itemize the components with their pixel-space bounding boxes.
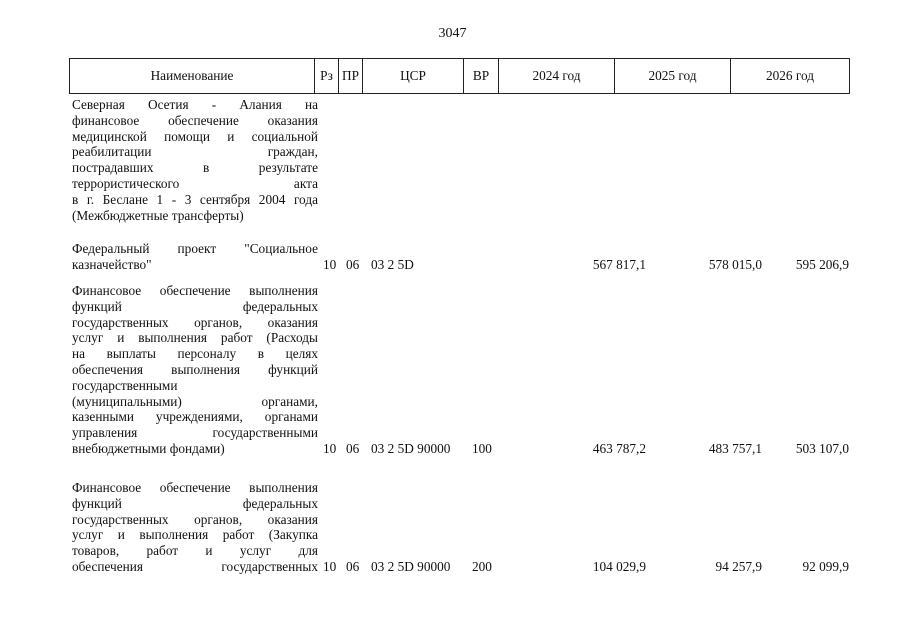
name-line: (муниципальными) органами, [72,393,318,409]
row-name [72,480,318,575]
name-line: товаров, работ и услуг для [72,543,318,559]
name-line: Финансовое обеспечение выполнения [72,283,318,298]
cell-2026: 595 206,9 [795,256,849,272]
header-pr: ПР [339,59,363,93]
header-2026: 2026 год [765,68,815,83]
cell-2025: 483 757,1 [708,441,762,456]
cell-csr: 03 2 5D 90000 [371,441,451,456]
name-line: обеспечения государственных [72,558,318,574]
header-csr: ЦСР [363,59,464,93]
cell-pr: 06 [346,559,360,574]
name-line: государственных органов, оказания [72,314,318,330]
name-line: медицинской помощи и социальной [72,128,318,144]
name-line: управления государственными [72,425,318,441]
name-line: реабилитации граждан, [72,144,318,160]
name-line: террористического акта [72,175,318,191]
name-line: функций федеральных [72,495,318,511]
cell-2025: 578 015,0 [708,256,762,272]
name-line: услуг и выполнения работ (Расходы [72,330,318,346]
name-line: казначейство" [72,256,152,272]
name-line: (Межбюджетные трансферты) [72,207,244,223]
name-line: на выплаты персоналу в целях [72,346,318,362]
cell-pr: 06 [346,441,360,456]
cell-csr: 03 2 5D [371,256,414,272]
header-2025: 2025 год [615,59,731,93]
cell-vr: 200 [472,559,492,574]
name-line: казенными учреждениями, органами [72,409,318,425]
cell-csr: 03 2 5D 90000 [371,559,451,574]
name-line: Федеральный проект "Социальное [72,241,318,256]
row-name [72,283,318,457]
table-header [69,58,850,94]
cell-vr: 100 [472,441,492,456]
page-number: 3047 [438,26,467,41]
row-name [72,241,318,273]
name-line: Северная Осетия - Алания на [72,97,318,112]
header-name: Наименование [70,59,315,93]
name-line: обеспечения выполнения функций [72,361,318,377]
name-line: в г. Беслане 1 - 3 сентября 2004 года [72,191,318,207]
cell-rz: 10 [323,441,337,456]
name-line: внебюджетными фондами) [72,440,225,456]
name-line: Финансовое обеспечение выполнения [72,480,318,495]
name-line: государственными [72,377,178,393]
row-name [72,97,318,223]
name-line: государственных органов, оказания [72,511,318,527]
cell-rz: 10 [323,559,337,574]
name-line: пострадавших в результате [72,160,318,176]
cell-2025: 94 257,9 [715,559,762,574]
cell-2024: 463 787,2 [592,441,646,456]
cell-2024: 567 817,1 [592,256,646,272]
cell-rz: 10 [323,256,337,272]
header-vr: ВР [464,59,499,93]
cell-pr: 06 [346,256,360,272]
cell-2026: 92 099,9 [802,559,849,574]
cell-2024: 104 029,9 [592,559,646,574]
name-line: финансовое обеспечение оказания [72,112,318,128]
header-2024: 2024 год [499,59,615,93]
name-line: функций федеральных [72,298,318,314]
header-rz: Рз [315,59,339,93]
name-line: услуг и выполнения работ (Закупка [72,527,318,543]
cell-2026: 503 107,0 [795,441,849,456]
